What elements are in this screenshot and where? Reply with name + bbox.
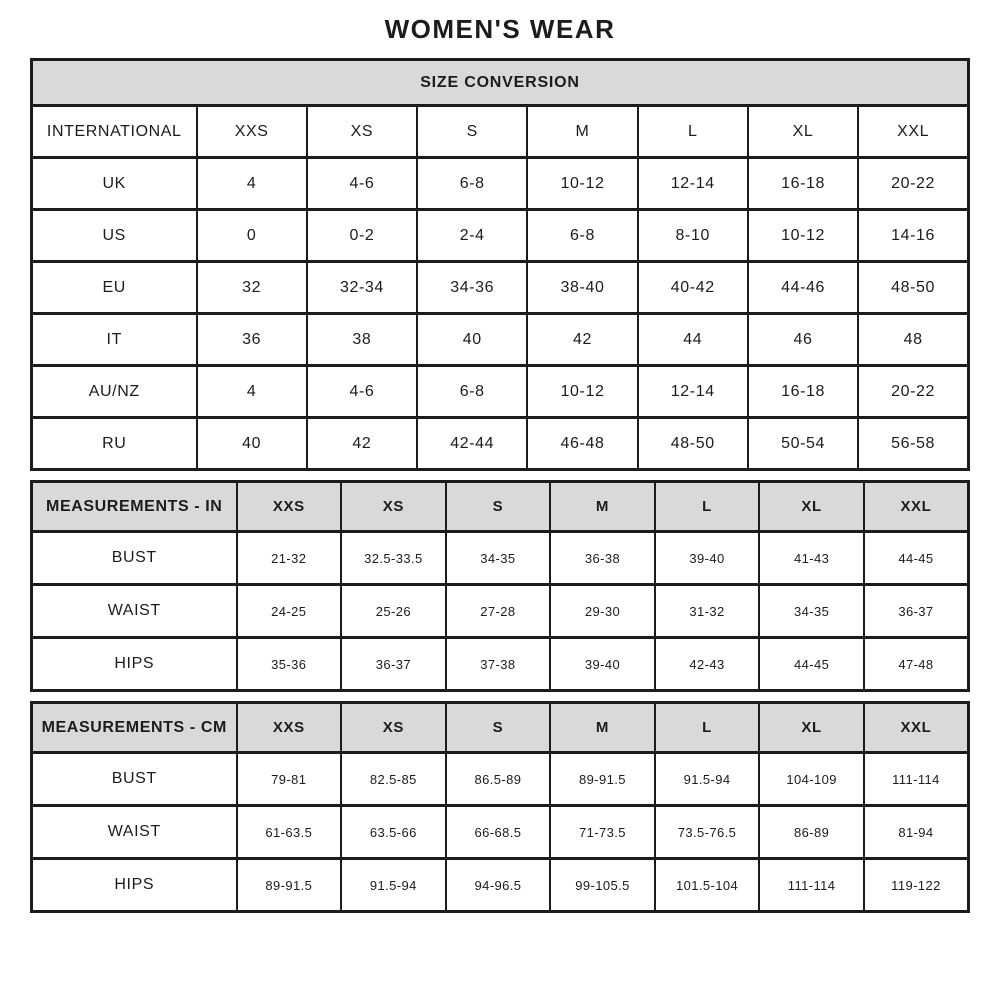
measurement-value-cell: 119-122 — [864, 859, 969, 912]
size-value-cell: 46-48 — [527, 418, 637, 470]
measurement-value-cell: 89-91.5 — [237, 859, 342, 912]
measurement-value-cell: 66-68.5 — [446, 806, 551, 859]
table-row-it — [32, 314, 969, 366]
table-row-eu — [32, 262, 969, 314]
table-row-hips-in — [32, 638, 969, 691]
measurements-cm-table — [30, 701, 970, 913]
size-value-cell: 16-18 — [748, 158, 858, 210]
table-row-waist-cm — [32, 806, 969, 859]
size-column-header: XXL — [864, 482, 969, 532]
size-value-cell: 42-44 — [417, 418, 527, 470]
size-value-cell: 4 — [197, 366, 307, 418]
measurement-value-cell: 21-32 — [237, 532, 342, 585]
size-column-header: XL — [759, 482, 864, 532]
measurement-value-cell: 29-30 — [550, 585, 655, 638]
size-column-header: XS — [341, 482, 446, 532]
size-column-header: XS — [307, 106, 417, 158]
table-row-waist-in — [32, 585, 969, 638]
size-value-cell: 42 — [307, 418, 417, 470]
measurement-value-cell: 71-73.5 — [550, 806, 655, 859]
size-value-cell: 12-14 — [638, 366, 748, 418]
size-value-cell: 10-12 — [748, 210, 858, 262]
measurement-value-cell: 41-43 — [759, 532, 864, 585]
table-row-aunz — [32, 366, 969, 418]
size-value-cell: 40-42 — [638, 262, 748, 314]
measurements-in-table — [30, 480, 970, 692]
measurement-value-cell: 86-89 — [759, 806, 864, 859]
measurement-value-cell: 47-48 — [864, 638, 969, 691]
measurements-in-title-cell: MEASUREMENTS - IN — [32, 482, 237, 532]
size-value-cell: 42 — [527, 314, 637, 366]
size-column-header: XXL — [858, 106, 968, 158]
row-label: AU/NZ — [32, 366, 197, 418]
size-value-cell: 2-4 — [417, 210, 527, 262]
row-label: BUST — [32, 532, 237, 585]
row-label: HIPS — [32, 638, 237, 691]
measurement-value-cell: 36-37 — [864, 585, 969, 638]
size-conversion-banner: SIZE CONVERSION — [32, 60, 969, 106]
size-value-cell: 6-8 — [417, 366, 527, 418]
size-column-header: XL — [759, 703, 864, 753]
measurement-value-cell: 24-25 — [237, 585, 342, 638]
measurement-value-cell: 91.5-94 — [655, 753, 760, 806]
measurement-value-cell: 63.5-66 — [341, 806, 446, 859]
page-title: WOMEN'S WEAR — [384, 14, 616, 44]
size-value-cell: 12-14 — [638, 158, 748, 210]
measurement-value-cell: 91.5-94 — [341, 859, 446, 912]
size-value-cell: 16-18 — [748, 366, 858, 418]
size-value-cell: 10-12 — [527, 158, 637, 210]
size-column-header: S — [446, 482, 551, 532]
size-value-cell: 0 — [197, 210, 307, 262]
size-conversion-header-row — [32, 106, 969, 158]
measurement-value-cell: 82.5-85 — [341, 753, 446, 806]
measurement-value-cell: 81-94 — [864, 806, 969, 859]
measurement-value-cell: 39-40 — [550, 638, 655, 691]
measurements-in-header-row — [32, 482, 969, 532]
table-row-hips-cm — [32, 859, 969, 912]
size-value-cell: 56-58 — [858, 418, 968, 470]
size-conversion-banner-row — [32, 60, 969, 106]
size-value-cell: 38 — [307, 314, 417, 366]
table-row-bust-in — [32, 532, 969, 585]
size-column-header: XXL — [864, 703, 969, 753]
size-column-header: S — [446, 703, 551, 753]
measurement-value-cell: 34-35 — [446, 532, 551, 585]
size-column-header: M — [550, 482, 655, 532]
size-column-header: S — [417, 106, 527, 158]
size-value-cell: 38-40 — [527, 262, 637, 314]
row-label: UK — [32, 158, 197, 210]
size-column-header: XXS — [237, 703, 342, 753]
size-column-header: M — [550, 703, 655, 753]
row-label: WAIST — [32, 585, 237, 638]
measurement-value-cell: 44-45 — [759, 638, 864, 691]
size-value-cell: 20-22 — [858, 158, 968, 210]
table-row-bust-cm — [32, 753, 969, 806]
size-value-cell: 32-34 — [307, 262, 417, 314]
size-value-cell: 6-8 — [417, 158, 527, 210]
measurement-value-cell: 111-114 — [864, 753, 969, 806]
size-value-cell: 4 — [197, 158, 307, 210]
size-value-cell: 36 — [197, 314, 307, 366]
size-column-header: M — [527, 106, 637, 158]
measurement-value-cell: 34-35 — [759, 585, 864, 638]
size-column-header: L — [655, 703, 760, 753]
measurement-value-cell: 99-105.5 — [550, 859, 655, 912]
row-label: IT — [32, 314, 197, 366]
measurement-value-cell: 42-43 — [655, 638, 760, 691]
size-value-cell: 0-2 — [307, 210, 417, 262]
size-value-cell: 48 — [858, 314, 968, 366]
size-value-cell: 32 — [197, 262, 307, 314]
table-row-uk — [32, 158, 969, 210]
measurement-value-cell: 61-63.5 — [237, 806, 342, 859]
size-value-cell: 50-54 — [748, 418, 858, 470]
measurement-value-cell: 79-81 — [237, 753, 342, 806]
size-column-header: L — [638, 106, 748, 158]
international-header-cell: INTERNATIONAL — [32, 106, 197, 158]
measurement-value-cell: 104-109 — [759, 753, 864, 806]
measurement-value-cell: 35-36 — [237, 638, 342, 691]
size-value-cell: 8-10 — [638, 210, 748, 262]
size-conversion-table — [30, 58, 970, 471]
measurement-value-cell: 32.5-33.5 — [341, 532, 446, 585]
size-column-header: XL — [748, 106, 858, 158]
measurement-value-cell: 36-38 — [550, 532, 655, 585]
measurement-value-cell: 27-28 — [446, 585, 551, 638]
size-column-header: L — [655, 482, 760, 532]
measurements-cm-header-row — [32, 703, 969, 753]
table-row-us — [32, 210, 969, 262]
row-label: US — [32, 210, 197, 262]
measurement-value-cell: 44-45 — [864, 532, 969, 585]
measurement-value-cell: 36-37 — [341, 638, 446, 691]
measurement-value-cell: 31-32 — [655, 585, 760, 638]
size-value-cell: 14-16 — [858, 210, 968, 262]
size-value-cell: 4-6 — [307, 366, 417, 418]
size-value-cell: 20-22 — [858, 366, 968, 418]
size-value-cell: 46 — [748, 314, 858, 366]
row-label: BUST — [32, 753, 237, 806]
size-value-cell: 40 — [417, 314, 527, 366]
measurement-value-cell: 37-38 — [446, 638, 551, 691]
size-value-cell: 44-46 — [748, 262, 858, 314]
measurement-value-cell: 89-91.5 — [550, 753, 655, 806]
size-column-header: XS — [341, 703, 446, 753]
measurement-value-cell: 101.5-104 — [655, 859, 760, 912]
table-row-ru — [32, 418, 969, 470]
size-value-cell: 44 — [638, 314, 748, 366]
size-value-cell: 34-36 — [417, 262, 527, 314]
size-value-cell: 6-8 — [527, 210, 637, 262]
row-label: RU — [32, 418, 197, 470]
measurement-value-cell: 86.5-89 — [446, 753, 551, 806]
row-label: HIPS — [32, 859, 237, 912]
measurement-value-cell: 39-40 — [655, 532, 760, 585]
size-value-cell: 48-50 — [858, 262, 968, 314]
size-column-header: XXS — [237, 482, 342, 532]
size-column-header: XXS — [197, 106, 307, 158]
size-value-cell: 48-50 — [638, 418, 748, 470]
row-label: EU — [32, 262, 197, 314]
measurement-value-cell: 73.5-76.5 — [655, 806, 760, 859]
measurements-cm-title-cell: MEASUREMENTS - CM — [32, 703, 237, 753]
measurement-value-cell: 25-26 — [341, 585, 446, 638]
size-value-cell: 40 — [197, 418, 307, 470]
measurement-value-cell: 94-96.5 — [446, 859, 551, 912]
row-label: WAIST — [32, 806, 237, 859]
size-value-cell: 4-6 — [307, 158, 417, 210]
size-value-cell: 10-12 — [527, 366, 637, 418]
measurement-value-cell: 111-114 — [759, 859, 864, 912]
